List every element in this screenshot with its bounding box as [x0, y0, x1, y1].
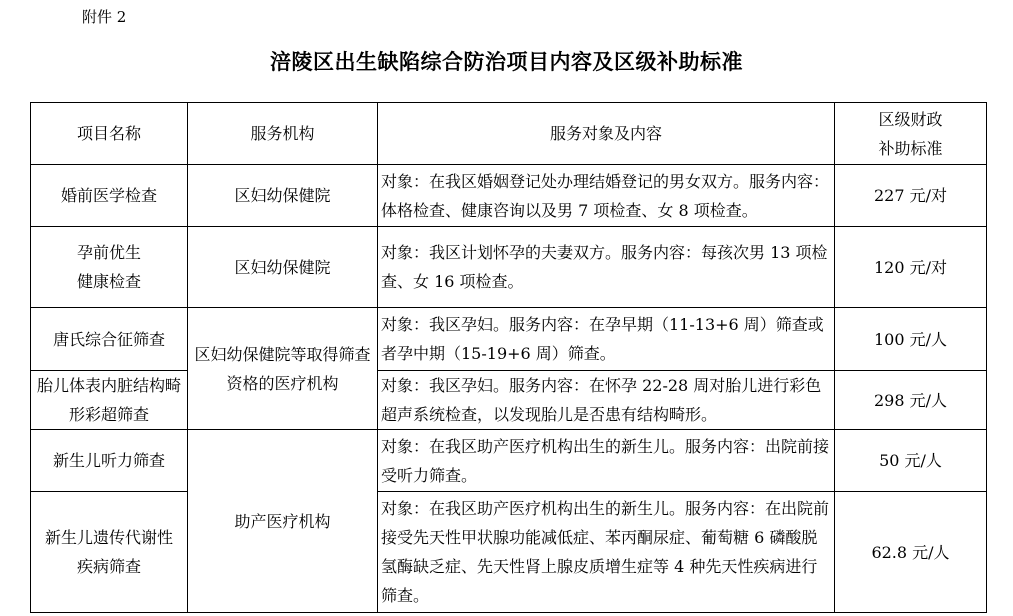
row-project: 婚前医学检查: [31, 165, 188, 227]
row-institution: 区妇幼保健院等取得筛查资格的医疗机构: [188, 308, 378, 430]
row-project: 胎儿体表内脏结构畸形彩超筛查: [31, 371, 188, 430]
attachment-label: 附件 2: [82, 8, 127, 26]
row-institution: 区妇幼保健院: [188, 227, 378, 308]
table-row: [31, 430, 987, 492]
row-project-line1: 孕前优生: [76, 243, 141, 262]
header-institution: 服务机构: [188, 103, 378, 165]
table-row: [31, 165, 987, 227]
row-project: 唐氏综合征筛查: [31, 308, 188, 371]
row-project: 新生儿遗传代谢性疾病筛查: [31, 492, 188, 613]
header-content: 服务对象及内容: [378, 103, 835, 165]
row-content: 对象：在我区婚姻登记处办理结婚登记的男女双方。服务内容：体格检查、健康咨询以及男 7 项检查、女 8 项检查。: [378, 165, 835, 227]
subsidy-table: [30, 102, 987, 613]
row-content: 对象：我区计划怀孕的夫妻双方。服务内容：每孩次男 13 项检查、女 16 项检查。: [378, 227, 835, 308]
table-row: [31, 371, 987, 430]
row-subsidy: 120 元/对: [835, 227, 987, 308]
row-content: 对象：我区孕妇。服务内容：在怀孕 22-28 周对胎儿进行彩色超声系统检查，以发现胎儿是否患有结构畸形。: [378, 371, 835, 430]
row-content: 对象：我区孕妇。服务内容：在孕早期（11-13+6 周）筛查或者孕中期（15-19+6 周）筛查。: [378, 308, 835, 371]
row-project: 新生儿听力筛查: [31, 430, 188, 492]
table-row: [31, 227, 987, 308]
header-subsidy-line2: 补助标准: [878, 138, 943, 158]
row-subsidy: 298 元/人: [835, 371, 987, 430]
header-subsidy: [835, 103, 987, 165]
row-subsidy: 50 元/人: [835, 430, 987, 492]
row-content: 对象：在我区助产医疗机构出生的新生儿。服务内容：在出院前接受先天性甲状腺功能减低症、苯丙酮尿症、葡萄糖 6 磷酸脱氢酶缺乏症、先天性肾上腺皮质增生症等 4 种先天性疾病进行筛查。: [378, 492, 835, 613]
row-project: [31, 227, 188, 308]
table-row: [31, 308, 987, 371]
row-subsidy: 62.8 元/人: [835, 492, 987, 613]
row-institution: 助产医疗机构: [188, 430, 378, 613]
document-title: 涪陵区出生缺陷综合防治项目内容及区级补助标准: [270, 49, 743, 74]
header-subsidy-line1: 区级财政: [878, 109, 943, 129]
table-header-row: [31, 103, 987, 165]
header-project: 项目名称: [31, 103, 188, 165]
table-row: [31, 492, 987, 613]
row-subsidy: 227 元/对: [835, 165, 987, 227]
row-institution: 区妇幼保健院: [188, 165, 378, 227]
row-content: 对象：在我区助产医疗机构出生的新生儿。服务内容：出院前接受听力筛查。: [378, 430, 835, 492]
row-subsidy: 100 元/人: [835, 308, 987, 371]
row-project-line2: 健康检查: [76, 272, 141, 291]
